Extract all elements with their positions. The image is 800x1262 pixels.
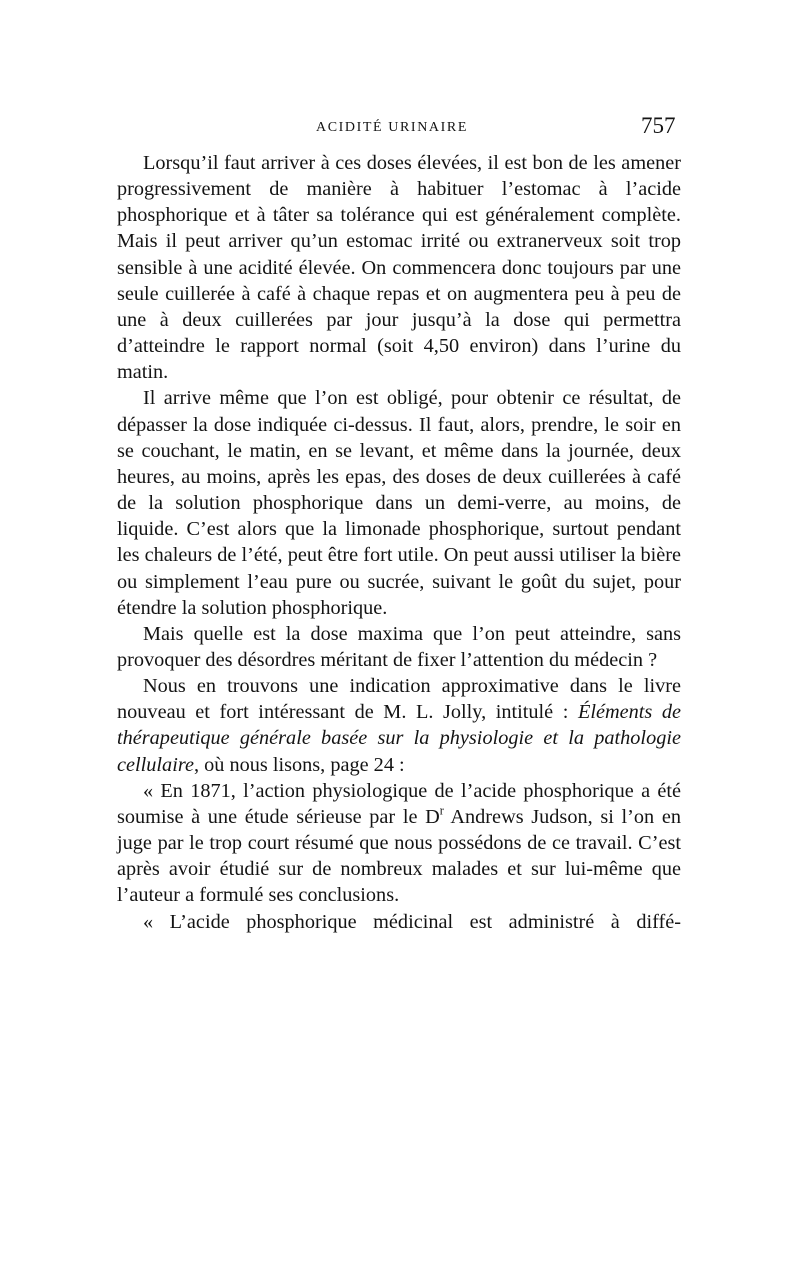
- paragraph-4-text: Nous en trouvons une indication approximative dans le livre nouveau et fort intéressant de M. L. Jolly, intitulé :: [117, 675, 681, 724]
- paragraph-3: Mais quelle est la dose maxima que l’on peut atteindre, sans provoquer des désordres méritant de fixer l’attention du médecin ?: [117, 622, 681, 671]
- quotation-text: « En 1871, l’action physiologique de l’acide phosphorique a été soumise à une étude sérieuse par le D: [117, 779, 681, 828]
- running-title: ACIDITÉ URINAIRE: [316, 120, 468, 135]
- quotation-paragraph-1: [117, 778, 681, 909]
- paragraph-2: Il arrive même que l’on est obligé, pour obtenir ce résultat, de dépasser la dose indiquée ci-dessus. Il faut, alors, prendre, le soir en se couchant, le matin, en se levant, et même dans la journée, deux heures, au moins, après les epas, des doses de deux cuillerées à café de la solution phosphorique dans un demi-verre, au moins, de liquide. C’est alors que la limonade phosphorique, surtout pendant les chaleurs de l’été, peut être fort utile. On peut aussi utiliser la bière ou simplement l’eau pure ou sucrée, suivant le goût du sujet, pour étendre la solution phosphorique.: [117, 387, 681, 619]
- doctor-abbrev-superscript: r: [439, 803, 444, 818]
- page-number: 757: [641, 113, 676, 138]
- paragraph-4-tail: , où nous lisons, page 24 :: [193, 753, 405, 776]
- book-title: Éléments de thérapeutique générale basée sur la physiologie et la pathologie cellulaire: [117, 701, 681, 776]
- quotation-text-tail: Andrews Judson, si l’on en juge par le trop court résumé que nous possédons de ce travail. C’est après avoir étudié sur de nombreux malades et sur lui-même que l’auteur a formulé ses conclusions.: [117, 805, 681, 907]
- running-header: [0, 112, 800, 144]
- paragraph-4: [117, 673, 681, 778]
- body-text: [117, 150, 681, 935]
- quotation-paragraph-2: « L’acide phosphorique médicinal est administré à diffé-: [143, 910, 681, 933]
- paragraph-1: Lorsqu’il faut arriver à ces doses élevées, il est bon de les amener progressivement de manière à habituer l’estomac à l’acide phosphorique et à tâter sa tolérance qui est généralement complète. Mais il peut arriver qu’un estomac irrité ou extranerveux soit trop sensible à une acidité élevée. On commencera donc toujours par une seule cuillerée à café à chaque repas et on augmentera peu à peu de une à deux cuillerées par jour jusqu’à la dose qui permettra d’atteindre le rapport normal (soit 4,50 environ) dans l’urine du matin.: [117, 152, 681, 384]
